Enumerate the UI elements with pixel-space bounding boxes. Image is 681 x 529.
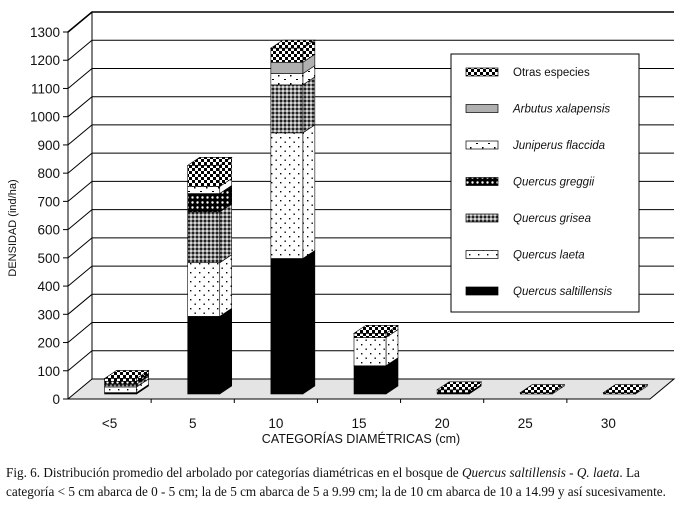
bar-stack-5: [188, 157, 232, 394]
bar-side-quercus-saltillensis: [220, 308, 232, 394]
bar-side-quercus-grisea: [220, 204, 232, 263]
bar-segment-quercus-laeta: [105, 387, 137, 393]
bar-side-quercus-laeta: [303, 125, 315, 259]
y-tick-label: 300: [37, 307, 60, 323]
bar-segment-quercus-grisea: [271, 85, 303, 133]
y-tick-label: 1300: [29, 25, 60, 40]
bar-stack-15: [354, 325, 398, 394]
y-tick-label: 200: [37, 335, 60, 351]
bar-segment-otras-especies: [271, 48, 303, 62]
bar-segment-juniperus-flaccida: [271, 74, 303, 85]
legend-swatch-quercus-grisea: [466, 214, 498, 222]
y-tick-label: 500: [37, 250, 60, 266]
bar-segment-otras-especies: [354, 333, 386, 337]
x-tick-label: 10: [268, 416, 284, 431]
legend-swatch-quercus-greggii: [466, 178, 498, 186]
bar-segment-quercus-greggii: [105, 381, 137, 384]
y-tick-label: 1000: [29, 109, 60, 125]
bar-side-quercus-laeta: [220, 255, 232, 317]
legend-swatch-quercus-laeta: [466, 251, 498, 259]
y-tick-label: 600: [37, 222, 60, 238]
legend-swatch-arbutus-xalapensis: [466, 105, 498, 113]
legend: [451, 54, 639, 312]
bar-segment-quercus-laeta: [354, 338, 386, 366]
bar-segment-quercus-grisea: [188, 212, 220, 263]
bar-side-quercus-saltillensis: [303, 250, 315, 394]
y-tick-label: 1100: [30, 81, 60, 97]
x-axis-ticks: [102, 399, 616, 431]
legend-swatch-juniperus-flaccida: [466, 141, 498, 149]
caption-species-2: Q. laeta: [576, 465, 620, 480]
legend-label-otras-especies: Otras especies: [513, 67, 590, 79]
x-tick-label: 30: [600, 416, 616, 431]
y-tick-label: 900: [37, 137, 60, 153]
bar-segment-quercus-greggii: [188, 194, 220, 212]
x-axis-label: CATEGORÍAS DIAMÉTRICAS (cm): [261, 432, 461, 446]
caption-lead: Fig. 6. Distribución promedio del arbolado por categorías diamétricas en el bosque de: [6, 465, 459, 480]
x-tick-label: 20: [434, 416, 450, 431]
y-tick-label: 400: [37, 279, 60, 295]
y-axis-label: DENSIDAD (ind/ha): [7, 179, 19, 277]
figure-caption: [6, 463, 674, 501]
caption-rest: . La categoría < 5 cm abarca de 0 - 5 cm; la de 5 cm abarca de 5 a 9.99 cm; la de 10 cm abarca de 10 a 14.99 y así sucesivamente.: [6, 465, 666, 499]
y-tick-label: 0: [52, 392, 60, 407]
y-tick-label: 700: [37, 194, 60, 210]
legend-label-quercus-grisea: Quercus grisea: [513, 213, 591, 225]
gridline: [68, 12, 674, 32]
bar-segment-otras-especies: [188, 165, 220, 186]
legend-label-quercus-greggii: Quercus greggii: [513, 176, 595, 189]
legend-label-juniperus-flaccida: Juniperus flaccida: [513, 140, 606, 152]
y-tick-label: 800: [37, 166, 60, 182]
y-tick-label: 1200: [29, 53, 60, 69]
x-tick-label: 15: [351, 416, 367, 431]
legend-label-quercus-saltillensis: Quercus saltillensis: [513, 286, 613, 298]
bar-segment-quercus-grisea: [105, 384, 137, 387]
bar-segment-arbutus-xalapensis: [271, 62, 303, 73]
bar-segment-otras-especies: [105, 378, 137, 381]
caption-species-1: Quercus saltillensis: [461, 465, 566, 480]
x-tick-label: 25: [517, 416, 533, 431]
legend-swatch-otras-especies: [466, 68, 498, 76]
bar-segment-otras-especies: [437, 390, 469, 393]
x-tick-label: <5: [101, 416, 118, 431]
bar-segment-quercus-saltillensis: [354, 366, 386, 394]
caption-separator: -: [565, 465, 577, 480]
bar-stack-lt5: [105, 370, 149, 394]
bar-side-quercus-grisea: [303, 77, 315, 133]
bar-stack-10: [271, 40, 315, 394]
bar-segment-quercus-saltillensis: [188, 316, 220, 394]
bar-segment-quercus-laeta: [271, 133, 303, 259]
bar-segment-quercus-saltillensis: [271, 258, 303, 394]
legend-label-arbutus-xalapensis: Arbutus xalapensis: [513, 103, 611, 116]
bar-segment-juniperus-flaccida: [188, 187, 220, 194]
legend-swatch-quercus-saltillensis: [466, 287, 498, 295]
legend-label-quercus-laeta: Quercus laeta: [513, 249, 585, 262]
x-tick-label: 5: [188, 416, 197, 431]
y-tick-label: 100: [37, 363, 60, 379]
bar-segment-quercus-laeta: [188, 263, 220, 317]
